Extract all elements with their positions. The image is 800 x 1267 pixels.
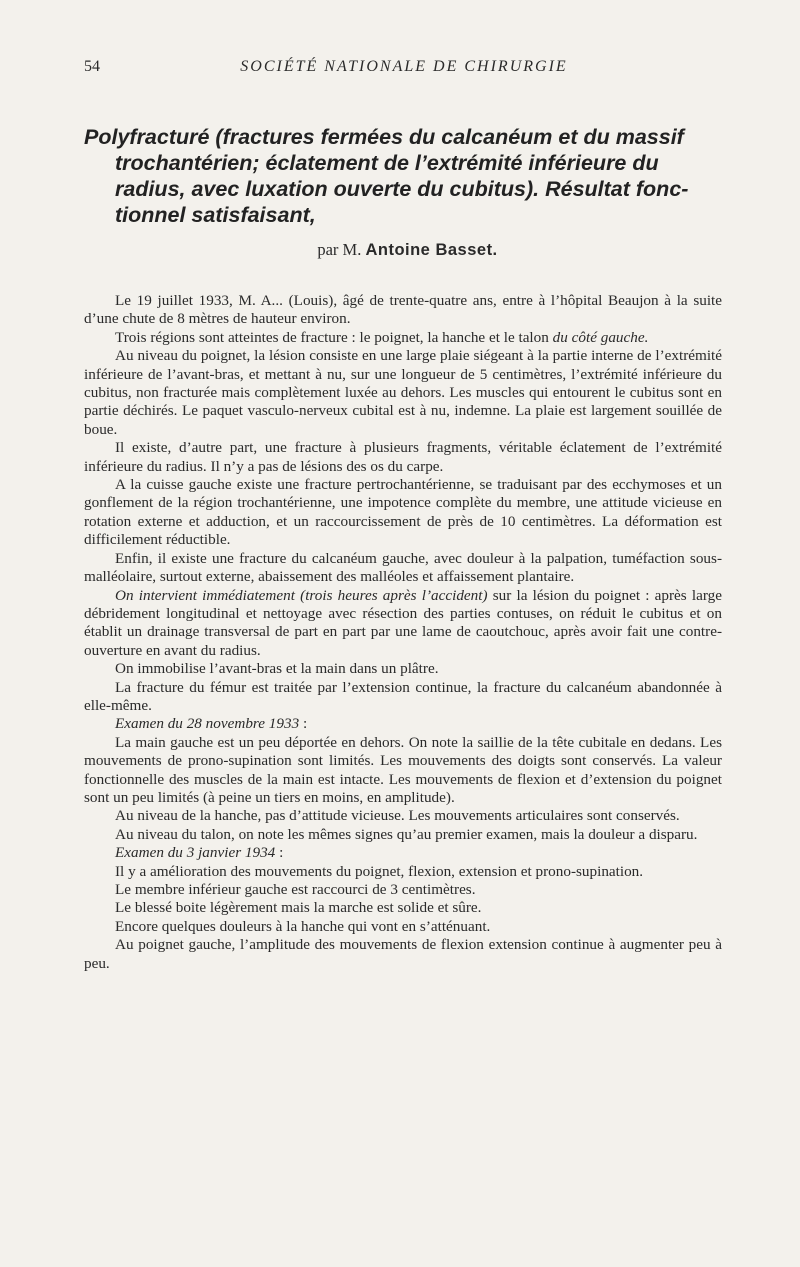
title-line: tionnel satisfaisant, <box>115 203 316 227</box>
article-title <box>84 124 734 228</box>
italic-text: On intervient immédiatement (trois heures après l’accident) <box>115 586 488 604</box>
title-line: Polyfracturé (fractures fermées du calcanéum et du massif <box>84 125 684 149</box>
paragraph: Il existe, d’autre part, une fracture à plusieurs fragments, véritable éclatement de l’extrémité inférieure du radius. Il n’y a pas de lésions des os du carpe. <box>84 439 722 475</box>
italic-text: du côté gauche. <box>552 328 649 346</box>
byline <box>0 240 800 260</box>
paragraph: Le 19 juillet 1933, M. A... (Louis), âgé de trente-quatre ans, entre à l’hôpital Beaujon à la suite d’une chute de 8 mètres de hauteur environ. <box>84 292 722 328</box>
paragraph: Le blessé boite légèrement mais la marche est solide et sûre. <box>115 899 482 917</box>
byline-prefix: par M. <box>317 240 362 259</box>
exam-heading: Examen du 28 novembre 1933 : <box>115 715 308 733</box>
running-header <box>84 58 724 82</box>
paragraph: La main gauche est un peu déportée en dehors. On note la saillie de la tête cubitale en dedans. Les mouvements de prono-supination sont limités. Les mouvements des doigts sont conservés. La valeur fonctionnelle des muscles de la main est intacte. Les mouvements de flexion et d’extension du poignet sont un peu limités (à peine un tiers en moins, en amplitude). <box>84 733 722 806</box>
paragraph: Trois régions sont atteintes de fracture : le poignet, la hanche et le talon du côté gauche. <box>115 328 649 346</box>
paragraph: Il y a amélioration des mouvements du poignet, flexion, extension et prono-supination. <box>115 862 644 880</box>
paragraph: Au poignet gauche, l’amplitude des mouvements de flexion extension continue à augmenter peu à peu. <box>84 936 722 972</box>
paragraph: On immobilise l’avant-bras et la main dans un plâtre. <box>115 660 439 678</box>
paragraph: Au niveau de la hanche, pas d’attitude vicieuse. Les mouvements articulaires sont conservés. <box>115 807 680 825</box>
title-line: radius, avec luxation ouverte du cubitus). Résultat fonc- <box>115 177 689 201</box>
journal-title: SOCIÉTÉ NATIONALE DE CHIRURGIE <box>240 58 568 75</box>
article-body <box>84 292 722 973</box>
paragraph: Au niveau du poignet, la lésion consiste en une large plaie siégeant à la partie interne de l’extrémité inférieure de l’avant-bras, et mettant à nu, sur une longueur de 5 centimètres, l’extrémité inférieure du cubitus, non fracturée mais complètement luxée au dehors. Les muscles qui entourent le cubitus sont en partie déchirés. Le paquet vasculo-nerveux cubital est à nu, indemne. La plaie est largement souillée de boue. <box>84 347 722 438</box>
paragraph: Enfin, il existe une fracture du calcanéum gauche, avec douleur à la palpation, tuméfaction sous-malléolaire, surtout externe, abaissement des malléoles et affaissement plantaire. <box>84 549 722 586</box>
title-line: trochantérien; éclatement de l’extrémité inférieure du <box>115 151 659 175</box>
paragraph: Encore quelques douleurs à la hanche qui vont en s’atténuant. <box>115 917 491 935</box>
italic-text: Examen du 28 novembre 1933 <box>115 715 300 733</box>
italic-text: Examen du 3 janvier 1934 <box>115 844 276 862</box>
paragraph: Au niveau du talon, on note les mêmes signes qu’au premier examen, mais la douleur a disparu. <box>115 825 698 843</box>
paragraph: La fracture du fémur est traitée par l’extension continue, la fracture du calcanéum abandonnée à elle-même. <box>84 678 722 714</box>
paragraph: A la cuisse gauche existe une fracture pertrochantérienne, se traduisant par des ecchymoses et un gonflement de la région trochantérienne, une impotence complète du membre, une attitude vicieuse en rotation externe et adduction, et un raccourcissement de près de 10 centimètres. La déformation est difficilement réductible. <box>84 476 722 549</box>
exam-heading: Examen du 3 janvier 1934 : <box>115 844 284 862</box>
paragraph: On intervient immédiatement (trois heures après l’accident) sur la lésion du poignet : après large débridement longitudinal et nettoyage avec résection des parties contuses, on réduit le cubitus et on établit un drainage transversal de part en part par une lame de caoutchouc, après avoir fait une contre-ouverture en avant du radius. <box>84 586 722 659</box>
author-name: Antoine Basset. <box>365 241 498 259</box>
page-number: 54 <box>84 58 100 75</box>
paragraph: Le membre inférieur gauche est raccourci de 3 centimètres. <box>115 881 476 898</box>
